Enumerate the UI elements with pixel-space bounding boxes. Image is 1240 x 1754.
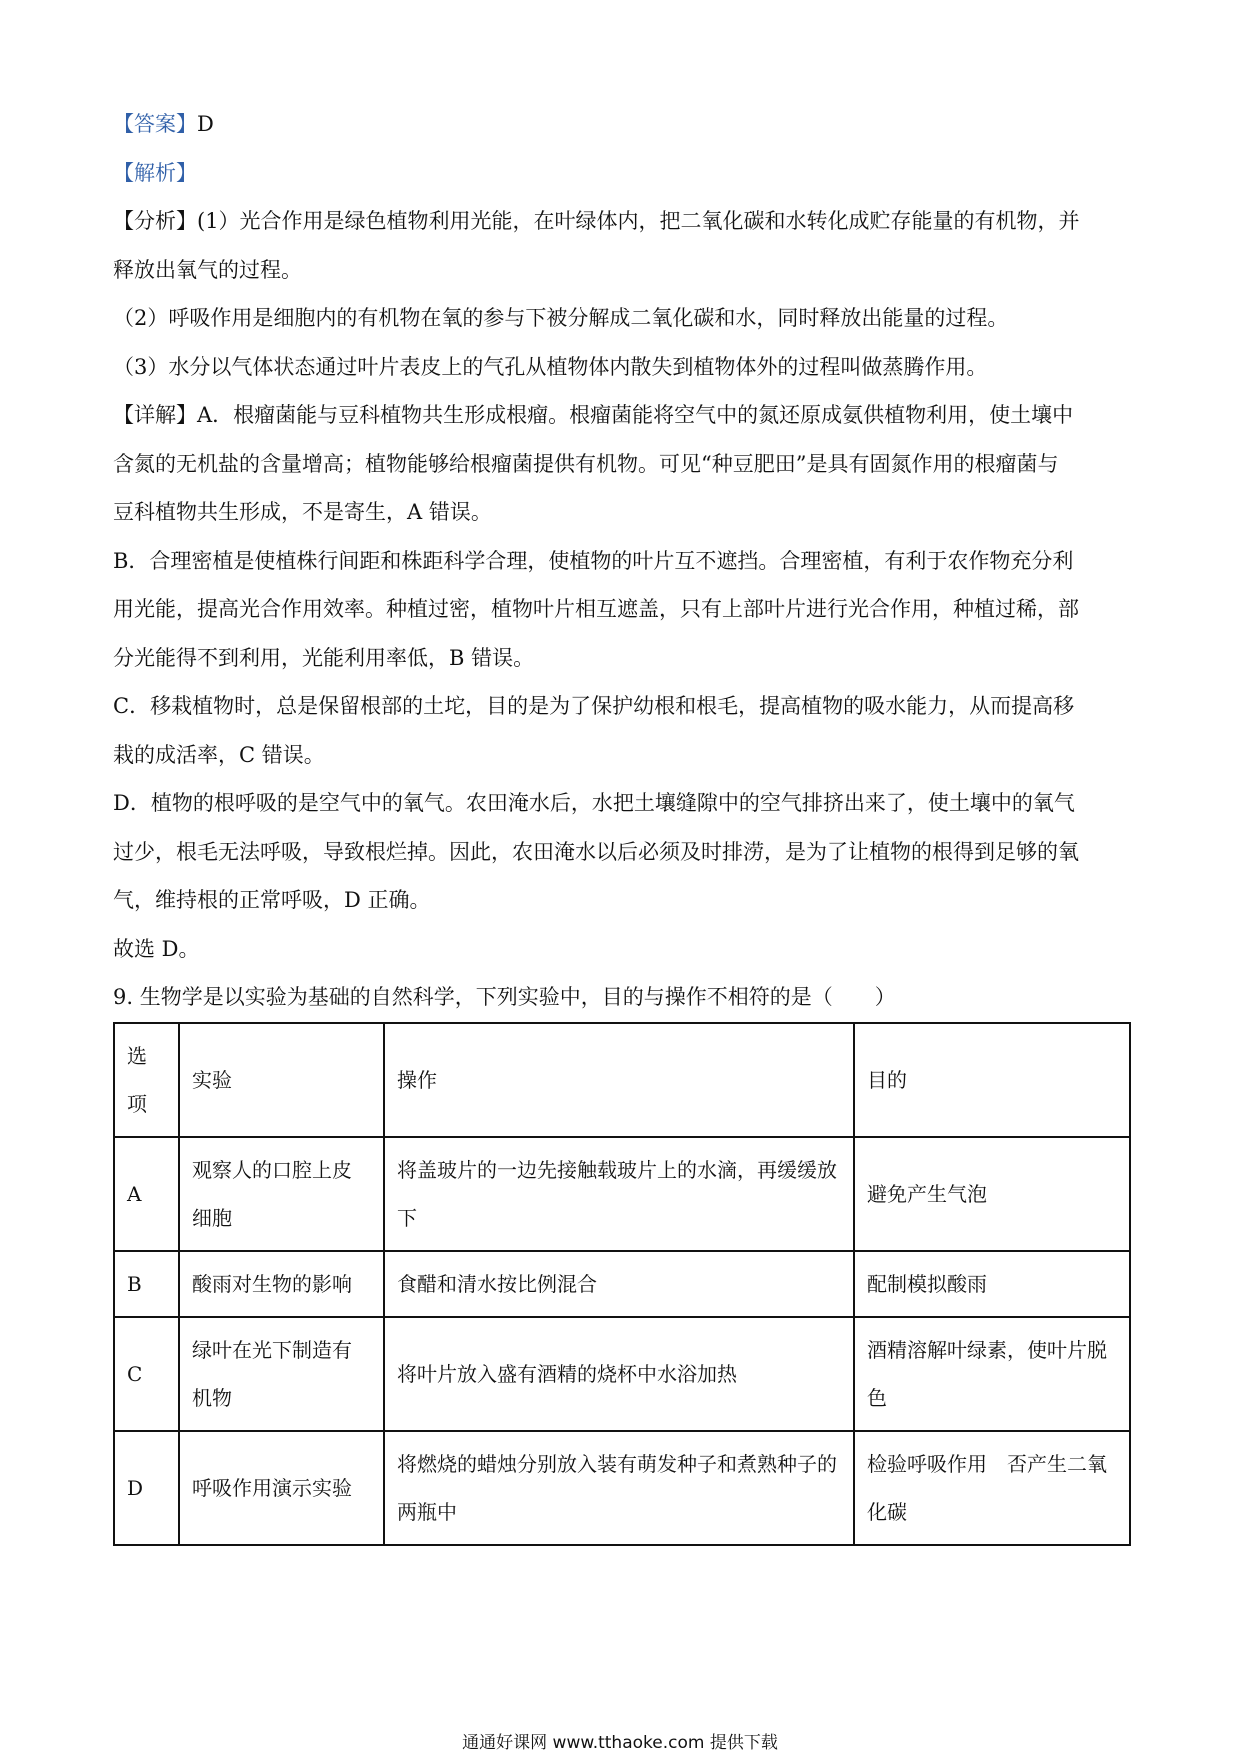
header-experiment: 实验 [179,1023,384,1137]
analysis-line: （3）水分以气体状态通过叶片表皮上的气孔从植物体内散失到植物体外的过程叫做蒸腾作用。 [113,354,988,379]
analysis-line: 含氮的无机盐的含量增高；植物能够给根瘤菌提供有机物。可见“种豆肥田”是具有固氮作用的根瘤菌与 [113,451,1059,476]
header-purpose: 目的 [854,1023,1130,1137]
row-option: D [114,1431,179,1545]
analysis-line: （2）呼吸作用是细胞内的有机物在氧的参与下被分解成二氧化碳和水，同时释放出能量的过程。 [113,306,1009,330]
analysis-line: 豆科植物共生形成，不是寄生，A 错误。 [113,500,492,524]
row-option: A [114,1137,179,1251]
row-purpose: 检验呼吸作用 否产生二氧化碳 [854,1431,1130,1545]
row-operation: 将盖玻片的一边先接触载玻片上的水滴，再缓缓放下 [384,1137,854,1251]
row-purpose: 酒精溶解叶绿素，使叶片脱色 [854,1317,1130,1431]
table-row [114,1251,1130,1317]
row-purpose: 避免产生气泡 [854,1137,1130,1251]
analysis-line: 栽的成活率，C 错误。 [113,742,325,767]
answer-value: D [197,112,214,136]
row-purpose: 配制模拟酸雨 [854,1251,1130,1317]
header-operation: 操作 [384,1023,854,1137]
analysis-line: C．移栽植物时，总是保留根部的土坨，目的是为了保护幼根和根毛，提高植物的吸水能力，从而提高移 [113,694,1075,718]
analysis-line: D．植物的根呼吸的是空气中的氧气。农田淹水后，水把土壤缝隙中的空气排挤出来了，使土壤中的氧气 [113,791,1075,815]
answer-line [113,100,1133,149]
header-option: 选项 [114,1023,179,1137]
page-footer: 通通好课网 www.tthaoke.com 提供下载 [462,1733,778,1753]
row-option: C [114,1317,179,1431]
row-experiment: 绿叶在光下制造有机物 [179,1317,384,1431]
analysis-line: 分光能得不到利用，光能利用率低，B 错误。 [113,645,535,670]
analysis-line: 过少，根毛无法呼吸，导致根烂掉。因此，农田淹水以后必须及时排涝，是为了让植物的根得到足够的氧 [113,839,1079,864]
question-text: 9. 生物学是以实验为基础的自然科学，下列实验中，目的与操作不相符的是（ ） [113,985,896,1009]
analysis-line: 【分析】(1）光合作用是绿色植物利用光能，在叶绿体内，把二氧化碳和水转化成贮存能量的有机物，并 [113,209,1080,233]
analysis-line: 用光能，提高光合作用效率。种植过密，植物叶片相互遮盖，只有上部叶片进行光合作用，种植过稀，部 [113,597,1079,621]
row-operation: 将叶片放入盛有酒精的烧杯中水浴加热 [384,1317,854,1431]
row-operation: 将燃烧的蜡烛分别放入装有萌发种子和煮熟种子的两瓶中 [384,1431,854,1545]
analysis-line: 气，维持根的正常呼吸，D 正确。 [113,888,431,912]
row-operation: 食醋和清水按比例混合 [384,1251,854,1317]
analysis-line: 释放出氧气的过程。 [113,257,302,282]
row-option: B [114,1251,179,1317]
row-experiment: 酸雨对生物的影响 [179,1251,384,1317]
analysis-label: 【解析】 [113,160,197,185]
analysis-line: 故选 D。 [113,936,200,961]
table-row [114,1431,1130,1545]
table-header-row [114,1023,1130,1137]
row-experiment: 观察人的口腔上皮细胞 [179,1137,384,1251]
analysis-line: B．合理密植是使植株行间距和株距科学合理，使植物的叶片互不遮挡。合理密植，有利于农作物充分利 [113,548,1074,573]
answer-label: 【答案】 [113,112,197,136]
experiment-table [113,1022,1129,1546]
analysis-line: 【详解】A．根瘤菌能与豆科植物共生形成根瘤。根瘤菌能将空气中的氮还原成氨供植物利用，使土壤中 [113,403,1074,427]
table-row [114,1137,1130,1251]
document-body [113,100,1133,1022]
row-experiment: 呼吸作用演示实验 [179,1431,384,1545]
table-row [114,1317,1130,1431]
